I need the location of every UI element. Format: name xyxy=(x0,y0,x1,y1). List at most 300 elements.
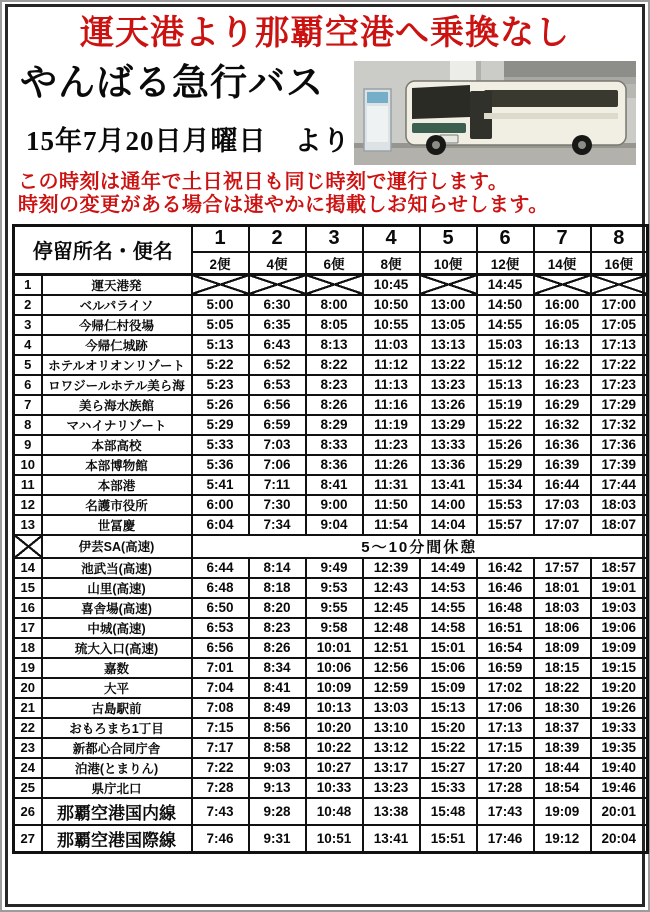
stop-name-cell: 古島駅前 xyxy=(42,698,192,718)
time-cell: 5:36 xyxy=(192,455,249,475)
time-cell: 9:31 xyxy=(249,825,306,853)
time-cell: 6:30 xyxy=(249,295,306,315)
table-row xyxy=(14,295,648,315)
time-cell: 17:29 xyxy=(591,395,648,415)
time-cell: 16:36 xyxy=(534,435,591,455)
bus-body xyxy=(406,81,626,155)
time-cell: 7:08 xyxy=(192,698,249,718)
trip-number-header: 4 xyxy=(363,226,420,252)
table-row xyxy=(14,578,648,598)
time-cell: 15:33 xyxy=(420,778,477,798)
time-cell: 17:44 xyxy=(591,475,648,495)
time-cell: 17:28 xyxy=(477,778,534,798)
notice-line-2: 時刻の変更がある場合は速やかに掲載しお知らせします。 xyxy=(18,194,549,216)
stop-name-cell: 運天港発 xyxy=(42,274,192,295)
time-cell: 8:41 xyxy=(249,678,306,698)
trip-number-header: 6 xyxy=(477,226,534,252)
rest-note-cell: 5～10分間休憩 xyxy=(192,535,648,558)
row-number-cell: 26 xyxy=(14,798,42,825)
time-cell: 12:45 xyxy=(363,598,420,618)
time-cell: 13:29 xyxy=(420,415,477,435)
time-cell: 16:42 xyxy=(477,558,534,578)
time-cell: 10:51 xyxy=(306,825,363,853)
time-cell: 14:04 xyxy=(420,515,477,535)
time-cell: 13:17 xyxy=(363,758,420,778)
trip-name-header: 4便 xyxy=(249,252,306,275)
time-cell: 17:39 xyxy=(591,455,648,475)
time-cell: 19:33 xyxy=(591,718,648,738)
row-number-cell: 1 xyxy=(14,274,42,295)
table-row xyxy=(14,455,648,475)
time-cell: 8:36 xyxy=(306,455,363,475)
time-cell: 15:57 xyxy=(477,515,534,535)
time-cell: 6:53 xyxy=(249,375,306,395)
time-cell: 17:07 xyxy=(534,515,591,535)
time-cell: 17:15 xyxy=(477,738,534,758)
time-cell: 14:53 xyxy=(420,578,477,598)
trip-number-header: 1 xyxy=(192,226,249,252)
table-row xyxy=(14,825,648,853)
time-cell: 19:15 xyxy=(591,658,648,678)
time-cell: 15:34 xyxy=(477,475,534,495)
time-cell: 6:56 xyxy=(192,638,249,658)
time-cell: 17:05 xyxy=(591,315,648,335)
time-cell: 10:33 xyxy=(306,778,363,798)
table-row xyxy=(14,355,648,375)
page-title: 運天港より那覇空港へ乗換なし xyxy=(80,15,570,52)
time-cell: 14:58 xyxy=(420,618,477,638)
time-cell: 18:09 xyxy=(534,638,591,658)
row-number-cell: 8 xyxy=(14,415,42,435)
time-cell: 13:10 xyxy=(363,718,420,738)
time-cell: 16:44 xyxy=(534,475,591,495)
time-cell: 11:26 xyxy=(363,455,420,475)
time-cell: 19:35 xyxy=(591,738,648,758)
stop-name-cell: 中城(高速) xyxy=(42,618,192,638)
time-cell: 7:34 xyxy=(249,515,306,535)
time-cell: 13:23 xyxy=(363,778,420,798)
table-row xyxy=(14,495,648,515)
time-cell: 9:00 xyxy=(306,495,363,515)
time-cell: 16:00 xyxy=(534,295,591,315)
time-cell: 11:50 xyxy=(363,495,420,515)
timetable-header xyxy=(14,226,648,275)
stop-name-cell: 琉大入口(高速) xyxy=(42,638,192,658)
time-cell: 11:31 xyxy=(363,475,420,495)
time-cell: 11:03 xyxy=(363,335,420,355)
table-row xyxy=(14,718,648,738)
time-cell: 10:20 xyxy=(306,718,363,738)
row-number-cell: 20 xyxy=(14,678,42,698)
time-cell: 13:41 xyxy=(420,475,477,495)
time-cell: 15:09 xyxy=(420,678,477,698)
time-cell: 5:13 xyxy=(192,335,249,355)
time-cell: 19:01 xyxy=(591,578,648,598)
time-cell: 15:22 xyxy=(420,738,477,758)
time-cell: 17:23 xyxy=(591,375,648,395)
no-service-cell xyxy=(534,274,591,295)
time-cell: 16:05 xyxy=(534,315,591,335)
table-row xyxy=(14,395,648,415)
time-cell: 8:34 xyxy=(249,658,306,678)
row-number-cell: 27 xyxy=(14,825,42,853)
time-cell: 12:43 xyxy=(363,578,420,598)
time-cell: 16:48 xyxy=(477,598,534,618)
time-cell: 18:44 xyxy=(534,758,591,778)
time-cell: 19:06 xyxy=(591,618,648,638)
hero-section xyxy=(12,59,638,167)
hero-text-column xyxy=(12,59,354,167)
time-cell: 17:46 xyxy=(477,825,534,853)
time-cell: 8:41 xyxy=(306,475,363,495)
time-cell: 8:22 xyxy=(306,355,363,375)
time-cell: 19:46 xyxy=(591,778,648,798)
time-cell: 7:15 xyxy=(192,718,249,738)
stop-name-cell: 本部高校 xyxy=(42,435,192,455)
time-cell: 10:09 xyxy=(306,678,363,698)
time-cell: 13:22 xyxy=(420,355,477,375)
time-cell: 16:32 xyxy=(534,415,591,435)
table-row xyxy=(14,678,648,698)
stop-name-cell: 山里(高速) xyxy=(42,578,192,598)
time-cell: 8:56 xyxy=(249,718,306,738)
time-cell: 17:22 xyxy=(591,355,648,375)
time-cell: 9:55 xyxy=(306,598,363,618)
time-cell: 6:59 xyxy=(249,415,306,435)
time-cell: 13:33 xyxy=(420,435,477,455)
time-cell: 8:29 xyxy=(306,415,363,435)
time-cell: 5:05 xyxy=(192,315,249,335)
stop-name-cell: マハイナリゾート xyxy=(42,415,192,435)
time-cell: 6:48 xyxy=(192,578,249,598)
stop-name-cell: 那覇空港国内線 xyxy=(42,798,192,825)
time-cell: 20:01 xyxy=(591,798,648,825)
row-number-cell: 16 xyxy=(14,598,42,618)
time-cell: 10:50 xyxy=(363,295,420,315)
stop-name-cell: 大平 xyxy=(42,678,192,698)
time-cell: 11:23 xyxy=(363,435,420,455)
time-cell: 19:09 xyxy=(591,638,648,658)
row-number-cell: 12 xyxy=(14,495,42,515)
header-trip-numbers-row xyxy=(14,226,648,252)
time-cell: 6:00 xyxy=(192,495,249,515)
trip-name-header: 2便 xyxy=(192,252,249,275)
no-service-cell xyxy=(420,274,477,295)
time-cell: 9:58 xyxy=(306,618,363,638)
time-cell: 15:13 xyxy=(420,698,477,718)
table-row xyxy=(14,738,648,758)
time-cell: 14:00 xyxy=(420,495,477,515)
time-cell: 13:41 xyxy=(363,825,420,853)
time-cell: 9:13 xyxy=(249,778,306,798)
table-row xyxy=(14,515,648,535)
time-cell: 8:33 xyxy=(306,435,363,455)
brand-title: やんばる急行バス xyxy=(20,63,324,104)
stop-name-cell: 県庁北口 xyxy=(42,778,192,798)
time-cell: 5:33 xyxy=(192,435,249,455)
row-number-cell: 21 xyxy=(14,698,42,718)
stop-name-cell: 本部博物館 xyxy=(42,455,192,475)
time-cell: 18:22 xyxy=(534,678,591,698)
time-cell: 5:29 xyxy=(192,415,249,435)
time-cell: 7:04 xyxy=(192,678,249,698)
time-cell: 6:44 xyxy=(192,558,249,578)
row-number-cell: 11 xyxy=(14,475,42,495)
time-cell: 13:03 xyxy=(363,698,420,718)
stop-name-cell: 名護市役所 xyxy=(42,495,192,515)
time-cell: 8:20 xyxy=(249,598,306,618)
trip-name-header: 12便 xyxy=(477,252,534,275)
trip-name-header: 14便 xyxy=(534,252,591,275)
table-row xyxy=(14,315,648,335)
stop-name-cell: 嘉数 xyxy=(42,658,192,678)
time-cell: 6:56 xyxy=(249,395,306,415)
time-cell: 18:57 xyxy=(591,558,648,578)
effective-date: 15年7月20日月曜日 より xyxy=(26,126,351,156)
row-number-cell: 7 xyxy=(14,395,42,415)
time-cell: 7:17 xyxy=(192,738,249,758)
time-cell: 5:00 xyxy=(192,295,249,315)
time-cell: 15:12 xyxy=(477,355,534,375)
time-cell: 12:56 xyxy=(363,658,420,678)
time-cell: 18:01 xyxy=(534,578,591,598)
table-row xyxy=(14,758,648,778)
time-cell: 8:58 xyxy=(249,738,306,758)
notice-line-1: この時刻は通年で土日祝日も同じ時刻で運行します。 xyxy=(18,171,509,193)
table-row xyxy=(14,558,648,578)
table-row xyxy=(14,638,648,658)
time-cell: 16:23 xyxy=(534,375,591,395)
trip-number-header: 8 xyxy=(591,226,648,252)
time-cell: 7:28 xyxy=(192,778,249,798)
time-cell: 18:39 xyxy=(534,738,591,758)
time-cell: 19:03 xyxy=(591,598,648,618)
table-row xyxy=(14,375,648,395)
row-number-cell: 14 xyxy=(14,558,42,578)
bus-photo xyxy=(354,61,636,165)
time-cell: 14:50 xyxy=(477,295,534,315)
stop-name-cell: 美ら海水族館 xyxy=(42,395,192,415)
time-cell: 5:26 xyxy=(192,395,249,415)
time-cell: 6:43 xyxy=(249,335,306,355)
table-row xyxy=(14,435,648,455)
row-number-cell: 5 xyxy=(14,355,42,375)
time-cell: 15:19 xyxy=(477,395,534,415)
time-cell: 17:36 xyxy=(591,435,648,455)
trip-number-header: 3 xyxy=(306,226,363,252)
time-cell: 18:30 xyxy=(534,698,591,718)
time-cell: 18:37 xyxy=(534,718,591,738)
stop-name-cell: 今帰仁城跡 xyxy=(42,335,192,355)
time-cell: 13:05 xyxy=(420,315,477,335)
bus-illustration xyxy=(354,61,636,165)
time-cell: 10:55 xyxy=(363,315,420,335)
no-service-cell xyxy=(249,274,306,295)
time-cell: 5:41 xyxy=(192,475,249,495)
time-cell: 15:13 xyxy=(477,375,534,395)
row-number-cell: 15 xyxy=(14,578,42,598)
time-cell: 10:48 xyxy=(306,798,363,825)
table-row xyxy=(14,778,648,798)
time-cell: 10:06 xyxy=(306,658,363,678)
no-service-cell xyxy=(192,274,249,295)
time-cell: 13:13 xyxy=(420,335,477,355)
time-cell: 18:54 xyxy=(534,778,591,798)
time-cell: 19:20 xyxy=(591,678,648,698)
no-service-cell xyxy=(591,274,648,295)
table-row xyxy=(14,798,648,825)
time-cell: 16:51 xyxy=(477,618,534,638)
row-number-cell: 18 xyxy=(14,638,42,658)
time-cell: 8:26 xyxy=(249,638,306,658)
row-number-cell xyxy=(14,535,42,558)
trip-name-header: 8便 xyxy=(363,252,420,275)
time-cell: 18:15 xyxy=(534,658,591,678)
time-cell: 17:13 xyxy=(591,335,648,355)
time-cell: 12:39 xyxy=(363,558,420,578)
row-number-cell: 17 xyxy=(14,618,42,638)
time-cell: 15:20 xyxy=(420,718,477,738)
time-cell: 16:29 xyxy=(534,395,591,415)
time-cell: 11:16 xyxy=(363,395,420,415)
time-cell: 9:04 xyxy=(306,515,363,535)
table-row xyxy=(14,415,648,435)
timetable xyxy=(12,224,649,854)
time-cell: 11:12 xyxy=(363,355,420,375)
time-cell: 5:23 xyxy=(192,375,249,395)
stop-name-cell: おもろまち1丁目 xyxy=(42,718,192,738)
table-row xyxy=(14,658,648,678)
time-cell: 16:22 xyxy=(534,355,591,375)
time-cell: 18:06 xyxy=(534,618,591,638)
stop-name-cell: 世冨慶 xyxy=(42,515,192,535)
time-cell: 8:05 xyxy=(306,315,363,335)
time-cell: 15:51 xyxy=(420,825,477,853)
time-cell: 19:09 xyxy=(534,798,591,825)
time-cell: 9:28 xyxy=(249,798,306,825)
time-cell: 15:22 xyxy=(477,415,534,435)
trip-number-header: 2 xyxy=(249,226,306,252)
time-cell: 8:14 xyxy=(249,558,306,578)
time-cell: 16:39 xyxy=(534,455,591,475)
time-cell: 13:23 xyxy=(420,375,477,395)
stop-name-cell: 那覇空港国際線 xyxy=(42,825,192,853)
stop-name-cell: 泊港(とまりん) xyxy=(42,758,192,778)
time-cell: 17:43 xyxy=(477,798,534,825)
table-row xyxy=(14,274,648,295)
time-cell: 13:00 xyxy=(420,295,477,315)
time-cell: 7:46 xyxy=(192,825,249,853)
table-row xyxy=(14,335,648,355)
time-cell: 7:43 xyxy=(192,798,249,825)
time-cell: 11:13 xyxy=(363,375,420,395)
time-cell: 7:01 xyxy=(192,658,249,678)
time-cell: 18:07 xyxy=(591,515,648,535)
time-cell: 8:00 xyxy=(306,295,363,315)
time-cell: 8:18 xyxy=(249,578,306,598)
row-number-cell: 3 xyxy=(14,315,42,335)
poster-frame xyxy=(5,4,645,907)
time-cell: 16:59 xyxy=(477,658,534,678)
no-service-cell xyxy=(306,274,363,295)
stop-name-cell: 池武当(高速) xyxy=(42,558,192,578)
time-cell: 15:53 xyxy=(477,495,534,515)
time-cell: 18:03 xyxy=(591,495,648,515)
trip-number-header: 7 xyxy=(534,226,591,252)
time-cell: 14:55 xyxy=(420,598,477,618)
time-cell: 17:03 xyxy=(534,495,591,515)
table-row xyxy=(14,475,648,495)
stop-name-cell: ロワジールホテル美ら海 xyxy=(42,375,192,395)
time-cell: 12:48 xyxy=(363,618,420,638)
time-cell: 11:19 xyxy=(363,415,420,435)
time-cell: 19:26 xyxy=(591,698,648,718)
stop-name-cell: 新都心合同庁舎 xyxy=(42,738,192,758)
time-cell: 14:49 xyxy=(420,558,477,578)
time-cell: 13:38 xyxy=(363,798,420,825)
time-cell: 17:57 xyxy=(534,558,591,578)
time-cell: 16:13 xyxy=(534,335,591,355)
time-cell: 15:29 xyxy=(477,455,534,475)
time-cell: 17:32 xyxy=(591,415,648,435)
row-number-cell: 23 xyxy=(14,738,42,758)
time-cell: 6:53 xyxy=(192,618,249,638)
row-number-cell: 22 xyxy=(14,718,42,738)
time-cell: 17:20 xyxy=(477,758,534,778)
stop-name-cell: ベルパライソ xyxy=(42,295,192,315)
time-cell: 10:27 xyxy=(306,758,363,778)
time-cell: 15:48 xyxy=(420,798,477,825)
time-cell: 8:23 xyxy=(249,618,306,638)
time-cell: 7:11 xyxy=(249,475,306,495)
time-cell: 5:22 xyxy=(192,355,249,375)
time-cell: 15:01 xyxy=(420,638,477,658)
time-cell: 20:04 xyxy=(591,825,648,853)
time-cell: 7:22 xyxy=(192,758,249,778)
time-cell: 15:06 xyxy=(420,658,477,678)
time-cell: 9:49 xyxy=(306,558,363,578)
row-number-cell: 6 xyxy=(14,375,42,395)
time-cell: 10:45 xyxy=(363,274,420,295)
stops-header-cell: 停留所名・便名 xyxy=(14,226,192,275)
time-cell: 12:59 xyxy=(363,678,420,698)
notice-text xyxy=(18,171,638,217)
time-cell: 17:00 xyxy=(591,295,648,315)
time-cell: 18:03 xyxy=(534,598,591,618)
row-number-cell: 2 xyxy=(14,295,42,315)
stop-name-cell: 伊芸SA(高速) xyxy=(42,535,192,558)
table-row xyxy=(14,535,648,558)
time-cell: 10:13 xyxy=(306,698,363,718)
bus-stop-sign-icon xyxy=(364,89,391,151)
table-row xyxy=(14,698,648,718)
time-cell: 7:03 xyxy=(249,435,306,455)
time-cell: 14:55 xyxy=(477,315,534,335)
row-number-cell: 25 xyxy=(14,778,42,798)
trip-name-header: 6便 xyxy=(306,252,363,275)
time-cell: 13:26 xyxy=(420,395,477,415)
time-cell: 17:02 xyxy=(477,678,534,698)
time-cell: 6:50 xyxy=(192,598,249,618)
stop-name-cell: 喜舎場(高速) xyxy=(42,598,192,618)
time-cell: 9:03 xyxy=(249,758,306,778)
time-cell: 9:53 xyxy=(306,578,363,598)
stop-name-cell: ホテルオリオンリゾート xyxy=(42,355,192,375)
time-cell: 7:06 xyxy=(249,455,306,475)
row-number-cell: 24 xyxy=(14,758,42,778)
row-number-cell: 19 xyxy=(14,658,42,678)
time-cell: 17:06 xyxy=(477,698,534,718)
